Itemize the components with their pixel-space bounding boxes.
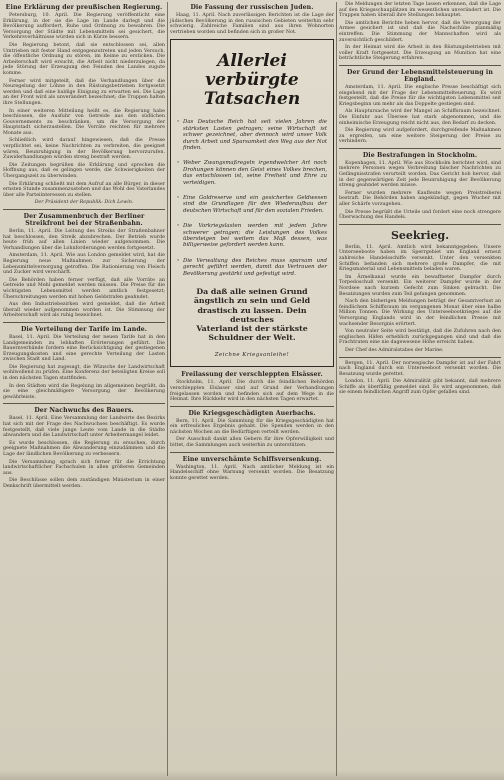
- headline: Der Grund der Lebensmittelsteuerung in England.: [347, 68, 493, 83]
- headline: Die Kriegsgeschädigten Auerbachs.: [188, 409, 316, 417]
- byline: Der Präsident der Republik: Dich Lewin.: [34, 200, 134, 206]
- war-bond-advertisement: [170, 39, 334, 367]
- ad-item: · Die Verwaltung des Reiches muss sparsam und gerecht geführt werden, damit das Vertrauen der Bevölkerung gestärkt und gefestigt wird.: [177, 256, 327, 277]
- ad-item: · Eine Goldreserve und ein gesichertes Geldwesen sind die Grundlagen für den Wiederaufbau der deutschen Wirtschaft und für den sozialen Frieden.: [177, 194, 327, 214]
- ad-footer: Zeichne Kriegsanleihe!: [214, 352, 290, 359]
- column-1: Eine Erklärung der preußischen Regierung. Petersburg, 10. April. Die Regierung veröffentlicht eine Erklärung, in der sie die Lage im Lande darlegt und die Bevölkerung auffordert, Ruhe und Ordnung zu bewahren. Die Versorgung der Städte mit Lebensmitteln sei gesichert, die Verkehrsverhältnisse würden sich in Kürze bessern. Die Regierung betont, daß sie entschlossen sei, allen Umtrieben mit fester Hand entgegenzutreten und jeden Versuch, die öffentliche Ordnung zu stören, im Keime zu ersticken. Die Arbeiterschaft wird ersucht, die Arbeit nicht niederzulegen, da jede Störung der Erzeugung den Feinden des Landes zugute komme. Ferner wird mitgeteilt, daß die Verhandlungen über die Neuregelung der Löhne in den Rüstungsbetrieben fortgesetzt werden und daß eine baldige Einigung zu erwarten sei. Die Lage an der Front wird als unverändert bezeichnet; die Truppen halten ihre Stellungen. In einer weiteren Mitteilung heißt es, die Regierung habe beschlossen, die Ausfuhr von Getreide aus den südlichen Gouvernements zu beschränken, um die Versorgung der Hauptstadt sicherzustellen. Die Vorräte reichten für mehrere Monate aus. Schließlich wird darauf hingewiesen, daß die Presse verpflichtet sei, keine Nachrichten zu verbreiten, die geeignet wären, Beunruhigung in der Bevölkerung hervorzurufen. Zuwiderhandlungen würden streng bestraft werden. Die Zeitungen begrüßen die Erklärung und sprechen die Hoffnung aus, daß es gelingen werde, die Schwierigkeiten der Übergangszeit zu überwinden. Die Erklärung schließt mit dem Aufruf an alle Bürger, in dieser ernsten Stunde zusammenzustehen und das Wohl des Vaterlandes über alle Parteiinteressen zu stellen. Der Präsident der Republik: Dich Lewin. Der Zusammenbruch der Berliner Streikfront bei der Straßenbahn. Berlin, 11. April. Die Leitung des Streiks der Straßenbahner hat beschlossen, den Streik abzubrechen. Der Betrieb wurde heute früh auf allen Linien wieder aufgenommen. Die Verhandlungen über die Lohnforderungen werden fortgesetzt. Amsterdam, 11. April. Wie aus London gemeldet wird, hat die Regierung neue Maßnahmen zur Sicherung der Lebensmittelversorgung getroffen. Die Rationierung von Fleisch und Zucker wird verschärft. Die Behörden haben ferner verfügt, daß alle Vorräte an Getreide und Mehl gemeldet werden müssen. Die Preise für die wichtigsten Lebensmittel werden amtlich festgesetzt; Überschreitungen werden mit hohen Geldstrafen geahndet. Aus den Industriebezirken wird gemeldet, daß die Arbeit überall wieder aufgenommen worden ist. Die Stimmung der Arbeiterschaft wird als ruhig bezeichnet. Die Verteilung der Tarife im Lande. Basel, 11. April. Die Verteilung der neuen Tarife hat in den Landgemeinden zu lebhaften Erörterungen geführt. Die Bauernverbände fordern eine Berücksichtigung der gestiegenen Erzeugungskosten und eine gerechte Verteilung der Lasten zwischen Stadt und Land. Die Regierung hat zugesagt, die Wünsche der Landwirtschaft wohlwollend zu prüfen. Eine Konferenz der beteiligten Kreise soll in den nächsten Tagen stattfinden. In den Städten wird die Regelung im allgemeinen begrüßt, da sie eine gleichmäßigere Versorgung der Bevölkerung gewährleiste. Der Nachwuchs des Bauers. Basel, 11. April. Eine Versammlung der Landwirte des Bezirks hat sich mit der Frage des Nachwuchses beschäftigt. Es wurde festgestellt, daß viele junge Leute vom Lande in die Städte abwandern und die Landwirtschaft unter Arbeitermangel leidet. Es wurde beschlossen, die Regierung zu ersuchen, durch geeignete Maßnahmen die Abwanderung einzudämmen und die Lage der ländlichen Bevölkerung zu verbessern. Die Versammlung sprach sich ferner für die Errichtung landwirtschaftlicher Fachschulen in allen größeren Gemeinden aus. Die Beschlüsse sollen dem zuständigen Ministerium in einer Denkschrift übermittelt werden.: [3, 4, 165, 489]
- column-divider: [336, 2, 337, 776]
- headline: Eine Erklärung der preußischen Regierung.: [5, 4, 163, 11]
- column-2: Die Fassung der russischen Juden. Haag, 11. April. Nach zuverlässigen Berichten ist die Lage der jüdischen Bevölkerung in den russischen Gebieten weiterhin sehr schwierig. Zahlreiche Familien sind aus ihren Wohnorten vertrieben worden und befinden sich in großer Not. Allerlei verbürgte Tatsachen · Das Deutsche Reich hat seit vielen Jahren die stärksten Lasten getragen; seine Wirtschaft ist schwer gezeichnet, aber dennoch wird unser Volk durch Arbeit und Sparsamkeit den Weg aus der Not finden. · Weber Zwangsmaßregeln irgendwelcher Art noch Drohungen können den Geist eines Volkes brechen, das entschlossen ist, seine Freiheit und Ehre zu verteidigen. · Eine Goldreserve und ein gesichertes Geldwesen sind die Grundlagen für den Wiederaufbau der deutschen Wirtschaft und für den sozialen Frieden. · Die Vorkriegslasten werden mit jedem Jahre schwerer getragen; die Leistungen des Volkes übersteigen bei weitem das Maß dessen, was billigerweise gefordert werden kann. · Die Verwaltung des Reiches muss sparsam und gerecht geführt werden, damit das Vertrauen der Bevölkerung gestärkt und gefestigt wird. Da daß alle seinen Grund ängstlich zu sein und Geld drastisch zu lassen. Dein deutsches Vaterland ist der stärkste Schuldner der Welt. Zeichne Kriegsanleihe! Freilassung der verschleppten Elsässer. Stockholm, 11. April. Die durch die feindlichen Behörden verschleppten Elsässer sind auf Grund der Verhandlungen freigelassen worden und befinden sich auf dem Wege in die Heimat. Ihre Rückkehr wird in den nächsten Tagen erwartet. Die Kriegsgeschädigten Auerbachs. Bern, 11. April. Die Sammlung für die Kriegsgeschädigten hat ein erfreuliches Ergebnis gehabt. Die Spenden werden in den nächsten Wochen an die Bedürftigen verteilt werden. Der Ausschuß dankt allen Gebern für ihre Opferwilligkeit und bittet, die Sammlungen auch weiterhin zu unterstützen. Eine unverschämte Schiffsversenkung. Washington, 11. April. Nach amtlicher Meldung ist ein Handelsschiff ohne Warnung versenkt worden. Die Besatzung konnte gerettet werden.: [170, 4, 334, 481]
- ad-title: Allerlei verbürgte Tatsachen: [203, 51, 301, 110]
- headline: Die Bestrafungen in Stockholm.: [362, 151, 478, 159]
- column-3: Die Meldungen der letzten Tage lassen erkennen, daß die Lage auf den Kriegsschauplätzen im wesentlichen unverändert ist. Die Truppen haben überall ihre Stellungen behauptet. Die amtlichen Berichte heben hervor, daß die Versorgung der Armee gesichert ist und daß die Nachschübe planmäßig eintreffen. Die Stimmung der Mannschaften wird als zuversichtlich geschildert. In der Heimat wird die Arbeit in den Rüstungsbetrieben mit voller Kraft fortgesetzt. Die Erzeugung an Munition hat eine beträchtliche Steigerung erfahren. Der Grund der Lebensmittelsteuerung in England. Amsterdam, 11. April. Die englische Presse beschäftigt sich eingehend mit der Frage der Lebensmittelteuerung. Es wird festgestellt, daß die Preise für die wichtigsten Lebensmittel seit Kriegsbeginn um mehr als das Doppelte gestiegen sind. Als Hauptursache wird der Mangel an Schiffsraum bezeichnet. Die Einfuhr aus Übersee hat stark abgenommen, und die einheimische Erzeugung reicht nicht aus, den Bedarf zu decken. Die Regierung wird aufgefordert, durchgreifende Maßnahmen zu ergreifen, um eine weitere Steigerung der Preise zu verhindern. Die Bestrafungen in Stockholm. Kopenhagen, 11. April. Wie aus Stockholm berichtet wird, sind mehrere Personen wegen Verbreitung falscher Nachrichten zu Gefängnisstrafen verurteilt worden. Das Gericht hob hervor, daß in der gegenwärtigen Zeit jede Beunruhigung der Bevölkerung streng geahndet werden müsse. Ferner wurden mehrere Kaufleute wegen Preistreiberei bestraft. Die Behörden haben angekündigt, gegen Wucher mit aller Schärfe vorzugehen. Die Presse begrüßt die Urteile und fordert eine noch strengere Überwachung des Handels. Seekrieg. Berlin, 11. April. Amtlich wird bekanntgegeben: Unsere Unterseeboote haben im Sperrgebiet um England erneut zahlreiche Handelsschiffe versenkt. Unter den versenkten Schiffen befanden sich mehrere große Dampfer, die mit Kriegsmaterial und Lebensmitteln beladen waren. Im Ärmelkanal wurde ein bewaffneter Dampfer durch Torpedoschuß versenkt. Ein weiterer Dampfer wurde in der Nordsee nach kurzem Gefecht zum Sinken gebracht. Die Besatzungen wurden zum Teil gefangen genommen. Nach den bisherigen Meldungen beträgt der Gesamtverlust an feindlichem Schiffsraum im vergangenen Monat über eine halbe Million Tonnen. Die Wirkung des Unterseebootkrieges auf die Versorgung Englands wird in der feindlichen Presse mit wachsender Besorgnis erörtert. Von neutraler Seite wird bestätigt, daß die Zufuhren nach den englischen Häfen erheblich zurückgegangen sind und daß die Frachtraten eine nie dagewesene Höhe erreicht haben. Der Chef des Admiralstabes der Marine. Bergen, 11. April. Der norwegische Dampfer ist auf der Fahrt nach England durch ein Unterseeboot versenkt worden. Die Besatzung wurde gerettet. London, 11. April. Die Admiralität gibt bekannt, daß mehrere Schiffe als überfällig gemeldet sind. Es wird angenommen, daß sie einem feindlichen Angriff zum Opfer gefallen sind.: [339, 2, 501, 396]
- ad-item: · Das Deutsche Reich hat seit vielen Jahren die stärksten Lasten getragen; seine Wirtschaft ist schwer gezeichnet, aber dennoch wird unser Volk durch Arbeit und Sparsamkeit den Weg aus der Not finden.: [177, 118, 327, 151]
- column-divider: [167, 2, 168, 776]
- headline: Eine unverschämte Schiffsversenkung.: [182, 455, 322, 463]
- headline: Der Zusammenbruch der Berliner Streikfront bei der Straßenbahn.: [23, 213, 145, 227]
- ad-slogan: Da daß alle seinen Grund ängstlich zu sein und Geld drastisch zu lassen. Dein deutsches Vaterland ist der stärkste Schuldner der Welt.: [193, 287, 311, 343]
- headline: Die Fassung der russischen Juden.: [190, 4, 314, 11]
- ad-item: · Die Vorkriegslasten werden mit jedem Jahre schwerer getragen; die Leistungen des Volkes übersteigen bei weitem das Maß dessen, was billigerweise gefordert werden kann.: [177, 222, 327, 249]
- headline: Freilassung der verschleppten Elsässer.: [181, 371, 323, 379]
- ad-item: · Weber Zwangsmaßregeln irgendwelcher Art noch Drohungen können den Geist eines Volkes brechen, das entschlossen ist, seine Freiheit und Ehre zu verteidigen.: [177, 159, 327, 186]
- headline: Der Nachwuchs des Bauers.: [34, 407, 134, 415]
- headline: Seekrieg.: [390, 228, 450, 242]
- headline: Die Verteilung der Tarife im Lande.: [20, 325, 148, 333]
- paper-edge: [0, 770, 504, 780]
